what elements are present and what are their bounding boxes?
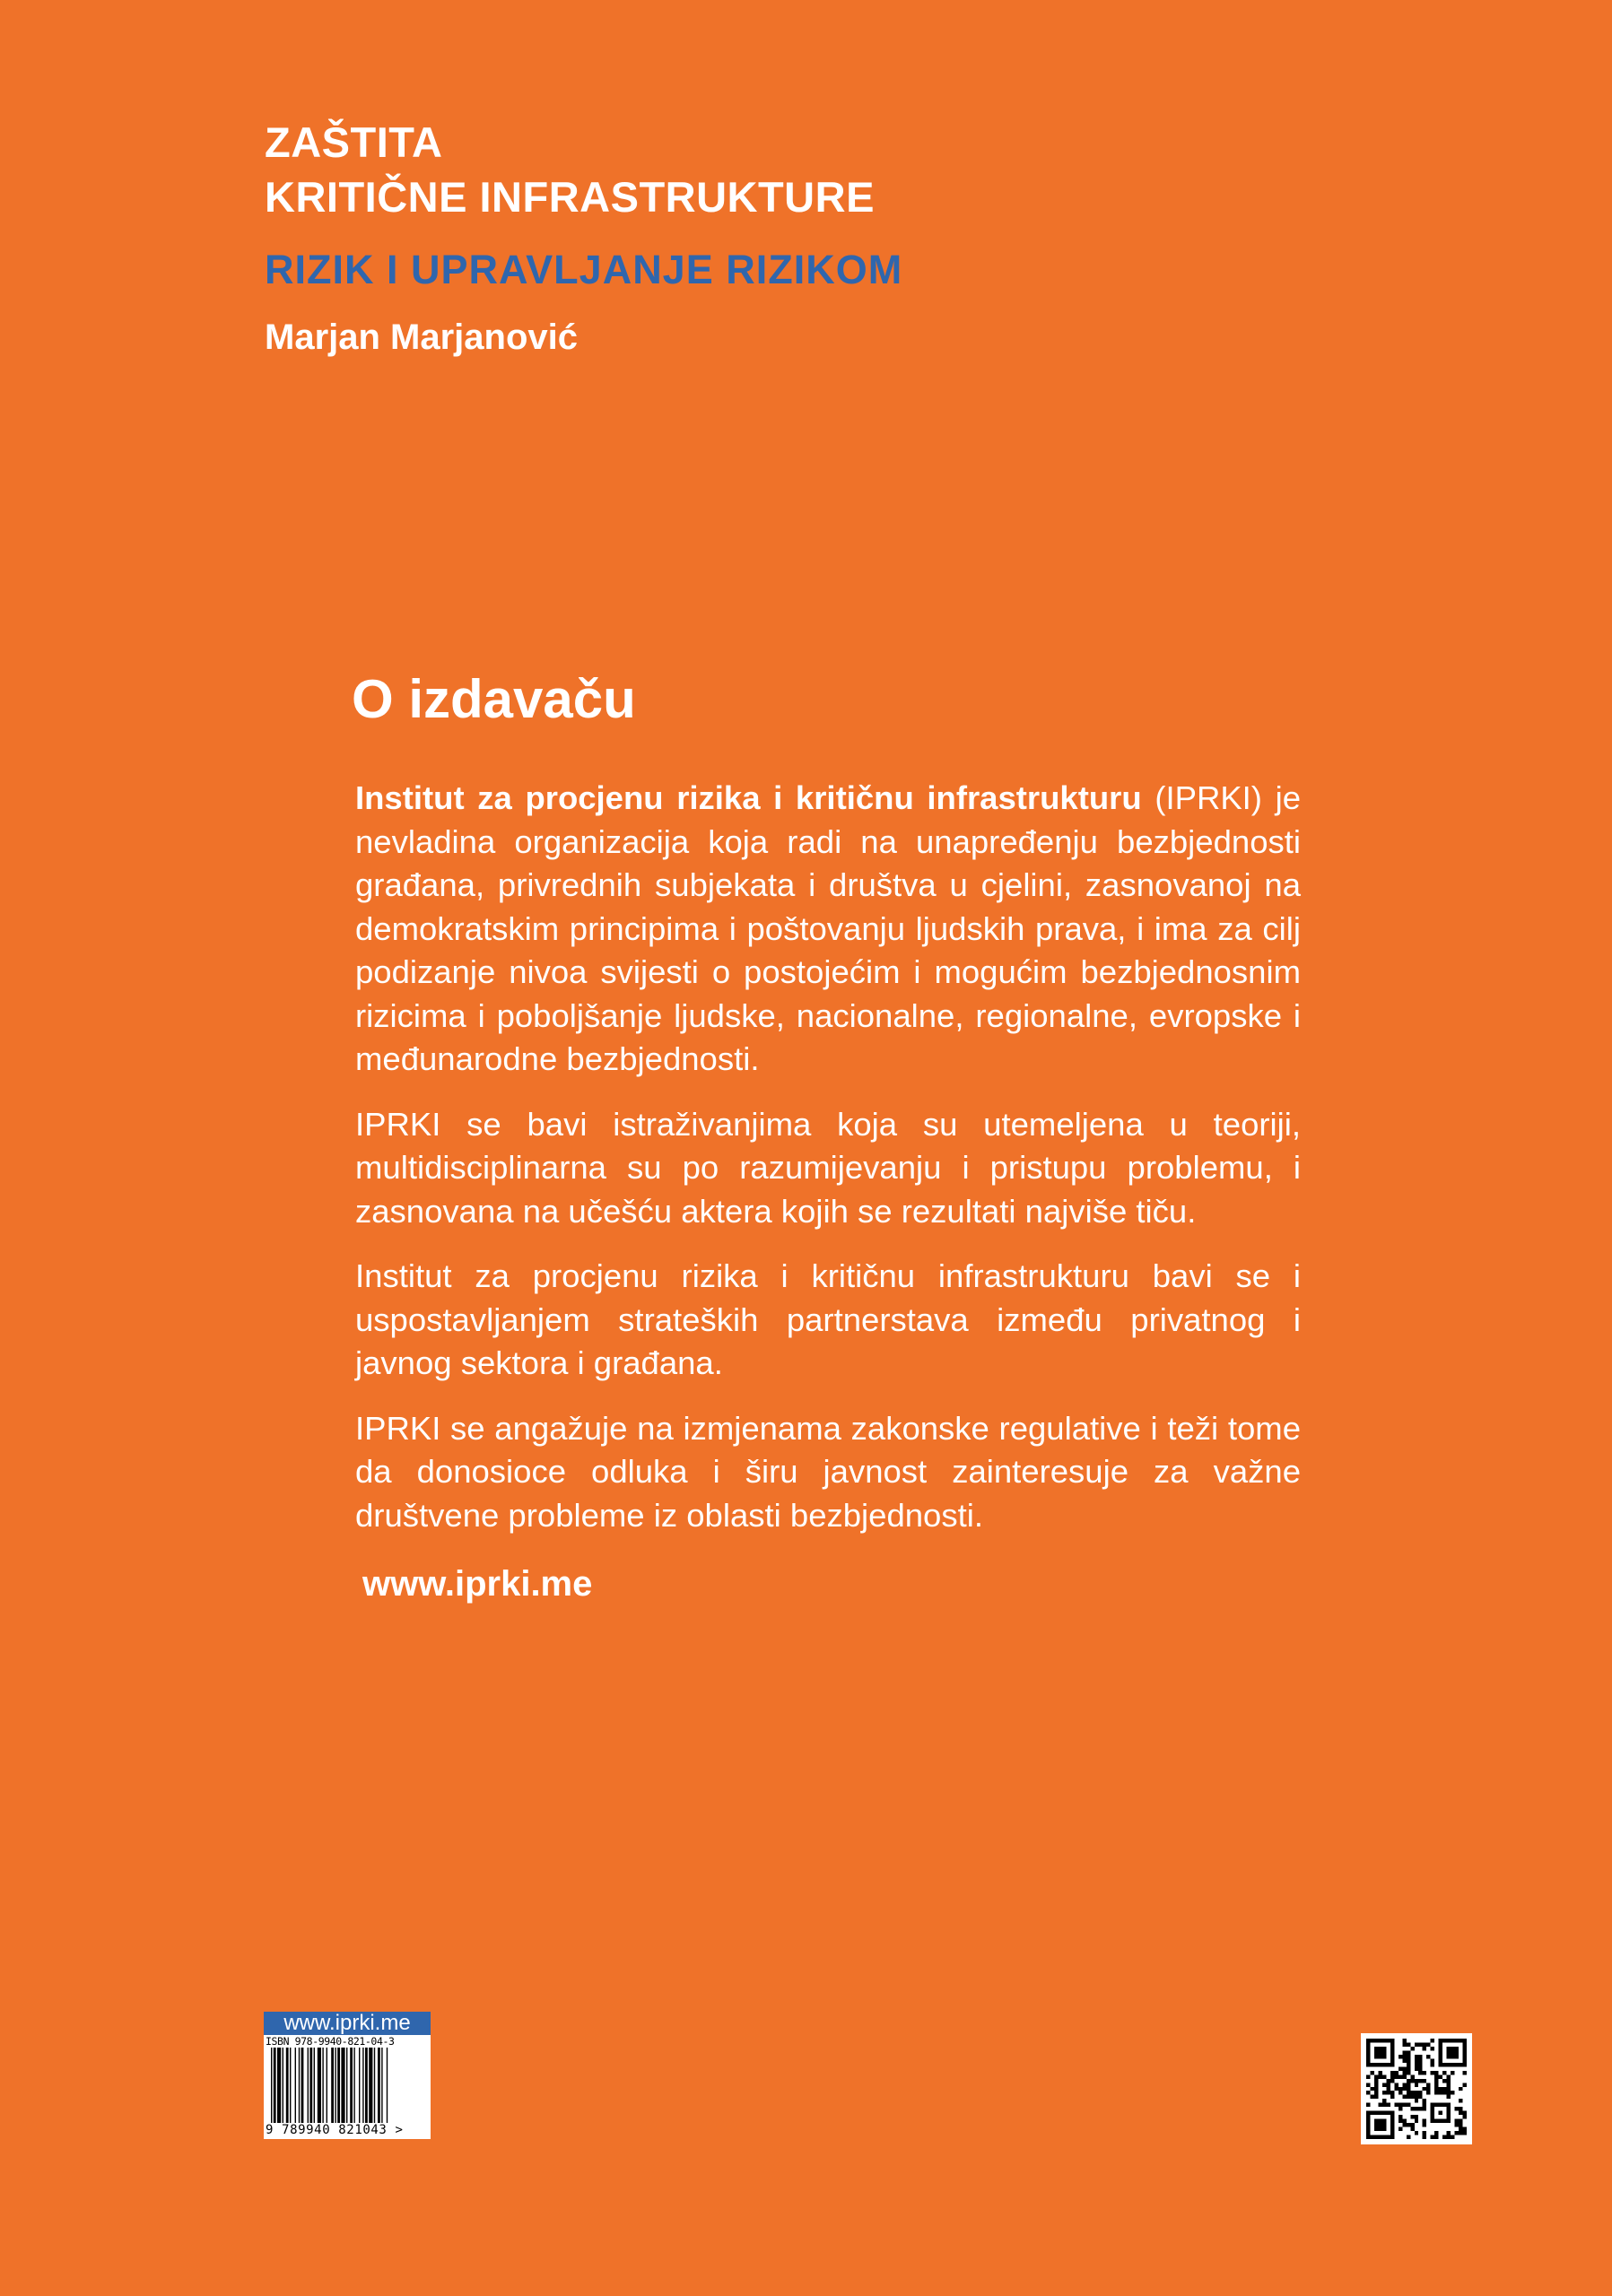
book-title-line-2: KRITIČNE INFRASTRUKTURE <box>265 173 875 221</box>
book-subtitle: RIZIK I UPRAVLJANJE RIZIKOM <box>265 247 903 292</box>
about-heading: O izdavaču <box>352 669 636 729</box>
barcode-url-label: www.iprki.me <box>264 2012 431 2035</box>
about-paragraph-4: IPRKI se angažuje na izmjenama zakonske regulative i teži tome da donosioce odluka i širu javnost zainteresuje za važne društvene probleme iz oblasti bezbjednosti. <box>355 1409 1301 1534</box>
about-paragraph-1 <box>355 777 1301 1082</box>
isbn-barcode-block <box>264 2012 431 2139</box>
about-paragraph-1-text: (IPRKI) je nevladina organizacija koja radi na unapređenju bezbjednosti građana, privrednih subjekata i društva u cjelini, zasnovanoj na demokratskim principima i poštovanju ljudskih prava, i ima za cilj podizanje nivoa svijesti o postojećim i mogućim bezbjednosnim rizicima i poboljšanje ljudske, nacionalne, regionalne, evropske i međunarodne bezbjednosti. <box>355 779 1301 1077</box>
barcode-digits: 9 789940 821043 > <box>266 2123 404 2137</box>
qr-code-icon <box>1361 2033 1472 2144</box>
book-author: Marjan Marjanović <box>265 317 579 357</box>
barcode-icon <box>269 2048 425 2123</box>
institute-name: Institut za procjenu rizika i kritičnu infrastrukturu <box>355 779 1142 816</box>
book-title-line-1: ZAŠTITA <box>265 118 443 166</box>
cover-header <box>265 115 902 361</box>
isbn-number: ISBN 978-9940-821-04-3 <box>266 2035 395 2048</box>
about-publisher-section <box>352 664 1301 1607</box>
about-paragraph-2: IPRKI se bavi istraživanjima koja su utemeljena u teoriji, multidisciplinarna su po razumijevanju i pristupu problemu, i zasnovana na učešću aktera kojih se rezultati najviše tiču. <box>355 1105 1301 1230</box>
about-paragraph-3: Institut za procjenu rizika i kritičnu infrastrukturu bavi se i uspostavljanjem strateških partnerstava između privatnog i javnog sektora i građana. <box>355 1257 1301 1381</box>
website-link[interactable]: www.iprki.me <box>362 1564 593 1604</box>
